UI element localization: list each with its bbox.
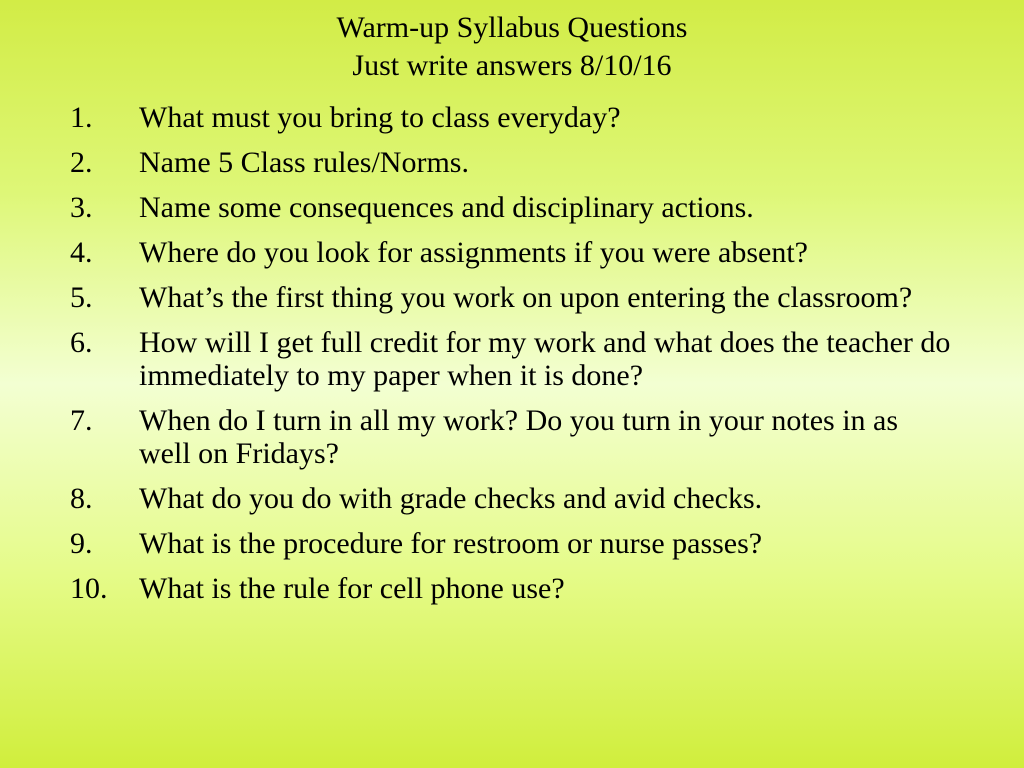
question-number: 4. xyxy=(70,236,93,269)
question-item xyxy=(0,191,1024,224)
question-number: 3. xyxy=(70,191,93,224)
question-text: What is the rule for cell phone use? xyxy=(139,572,565,605)
question-number: 9. xyxy=(70,527,93,560)
title-line-2: Just write answers 8/10/16 xyxy=(352,49,672,82)
question-text: Name some consequences and disciplinary actions. xyxy=(139,191,754,224)
question-item xyxy=(0,404,1024,470)
question-text: What must you bring to class everyday? xyxy=(139,101,621,134)
question-number: 8. xyxy=(70,482,93,515)
title-line-1: Warm-up Syllabus Questions xyxy=(336,11,688,44)
question-number: 6. xyxy=(70,326,93,359)
question-number: 1. xyxy=(70,101,93,134)
question-number: 5. xyxy=(70,281,93,314)
question-item xyxy=(0,527,1024,560)
slide-title xyxy=(0,9,1024,85)
question-item xyxy=(0,146,1024,179)
question-item xyxy=(0,281,1024,314)
question-item xyxy=(0,326,1024,392)
question-text: Name 5 Class rules/Norms. xyxy=(139,146,469,179)
question-text: What do you do with grade checks and avid checks. xyxy=(139,482,763,515)
question-number: 10. xyxy=(70,572,108,605)
question-text: How will I get full credit for my work and what does the teacher do immediately to my paper when it is done? xyxy=(139,326,951,392)
question-list xyxy=(0,101,1024,617)
question-item xyxy=(0,236,1024,269)
question-item xyxy=(0,101,1024,134)
question-number: 2. xyxy=(70,146,93,179)
question-text: When do I turn in all my work? Do you turn in your notes in as well on Fridays? xyxy=(139,404,899,470)
question-text: What’s the first thing you work on upon entering the classroom? xyxy=(139,281,913,314)
question-number: 7. xyxy=(70,404,93,437)
question-item xyxy=(0,572,1024,605)
question-text: What is the procedure for restroom or nurse passes? xyxy=(139,527,763,560)
question-text: Where do you look for assignments if you were absent? xyxy=(139,236,808,269)
question-item xyxy=(0,482,1024,515)
